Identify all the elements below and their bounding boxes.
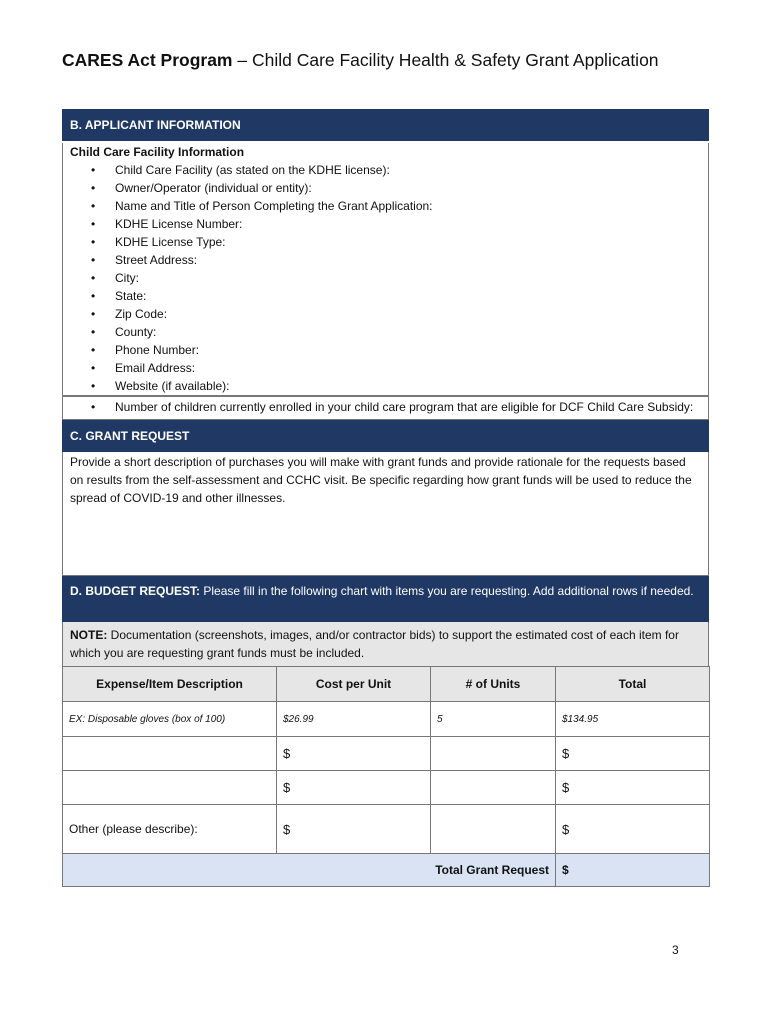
field-zip[interactable]: • Zip Code: [70,305,701,323]
section-d-instructions: Please fill in the following chart with items you are requesting. Add additional rows if needed. [200,584,694,598]
cost-cell[interactable]: $ [277,771,431,805]
page-title [62,48,722,72]
description-cell[interactable] [63,771,277,805]
field-state[interactable]: • State: [70,287,701,305]
description-cell[interactable] [63,737,277,771]
field-website[interactable]: • Website (if available): [70,377,701,395]
budget-header-row [63,667,710,702]
field-phone[interactable]: • Phone Number: [70,341,701,359]
grant-request-prompt: Provide a short description of purchases you will make with grant funds and provide rationale for the requests based on results from the self-assessment and CCHC visit. Be specific regarding how grant funds will be used to reduce the spread of COVID-19 and other illnesses. [70,455,692,505]
cost-cell[interactable]: $ [277,737,431,771]
grant-request-box[interactable] [62,452,709,576]
field-enrolled-children[interactable]: • Number of children currently enrolled in your child care program that are eligible for DCF Child Care Subsidy: [70,398,701,416]
section-c-header: C. GRANT REQUEST [62,420,709,452]
total-grant-label: Total Grant Request [63,854,556,887]
facility-info-title: Child Care Facility Information [70,145,245,159]
other-row [63,805,710,854]
field-license-type[interactable]: • KDHE License Type: [70,233,701,251]
units-cell[interactable] [431,771,556,805]
documentation-note [62,622,709,666]
note-text: Documentation (screenshots, images, and/or contractor bids) to support the estimated cost of each item for which you are requesting grant funds must be included. [70,628,679,660]
example-total: $134.95 [556,702,710,737]
page-number: 3 [672,943,679,957]
field-city[interactable]: • City: [70,269,701,287]
field-facility[interactable]: • Child Care Facility (as stated on the KDHE license): [70,161,701,179]
field-person[interactable]: • Name and Title of Person Completing the Grant Application: [70,197,701,215]
units-cell[interactable] [431,737,556,771]
col-header-total: Total [556,667,710,702]
field-street[interactable]: • Street Address: [70,251,701,269]
total-grant-value[interactable]: $ [556,854,710,887]
applicant-fields-list [70,161,701,395]
note-label: NOTE: [70,628,108,642]
enrolled-children-block [62,396,709,420]
example-description: EX: Disposable gloves (box of 100) [63,702,277,737]
title-rest: – Child Care Facility Health & Safety Grant Application [232,50,659,70]
other-description-cell[interactable]: Other (please describe): [63,805,277,854]
budget-table [62,666,710,887]
total-cell[interactable]: $ [556,737,710,771]
other-units-cell[interactable] [431,805,556,854]
col-header-description: Expense/Item Description [63,667,277,702]
other-cost-cell[interactable]: $ [277,805,431,854]
field-owner[interactable]: • Owner/Operator (individual or entity): [70,179,701,197]
col-header-units: # of Units [431,667,556,702]
section-d-header [62,576,709,622]
budget-row [63,737,710,771]
other-total-cell[interactable]: $ [556,805,710,854]
example-units: 5 [431,702,556,737]
section-d-title: D. BUDGET REQUEST: [70,584,201,598]
enrolled-list [70,398,701,416]
example-cost: $26.99 [277,702,431,737]
example-row [63,702,710,737]
total-cell[interactable]: $ [556,771,710,805]
col-header-cost: Cost per Unit [277,667,431,702]
field-county[interactable]: • County: [70,323,701,341]
section-b-body [62,143,709,396]
budget-row [63,771,710,805]
total-row [63,854,710,887]
field-email[interactable]: • Email Address: [70,359,701,377]
field-license-number[interactable]: • KDHE License Number: [70,215,701,233]
section-b-header: B. APPLICANT INFORMATION [62,109,709,141]
title-program: CARES Act Program [62,50,233,70]
application-form [62,109,709,887]
